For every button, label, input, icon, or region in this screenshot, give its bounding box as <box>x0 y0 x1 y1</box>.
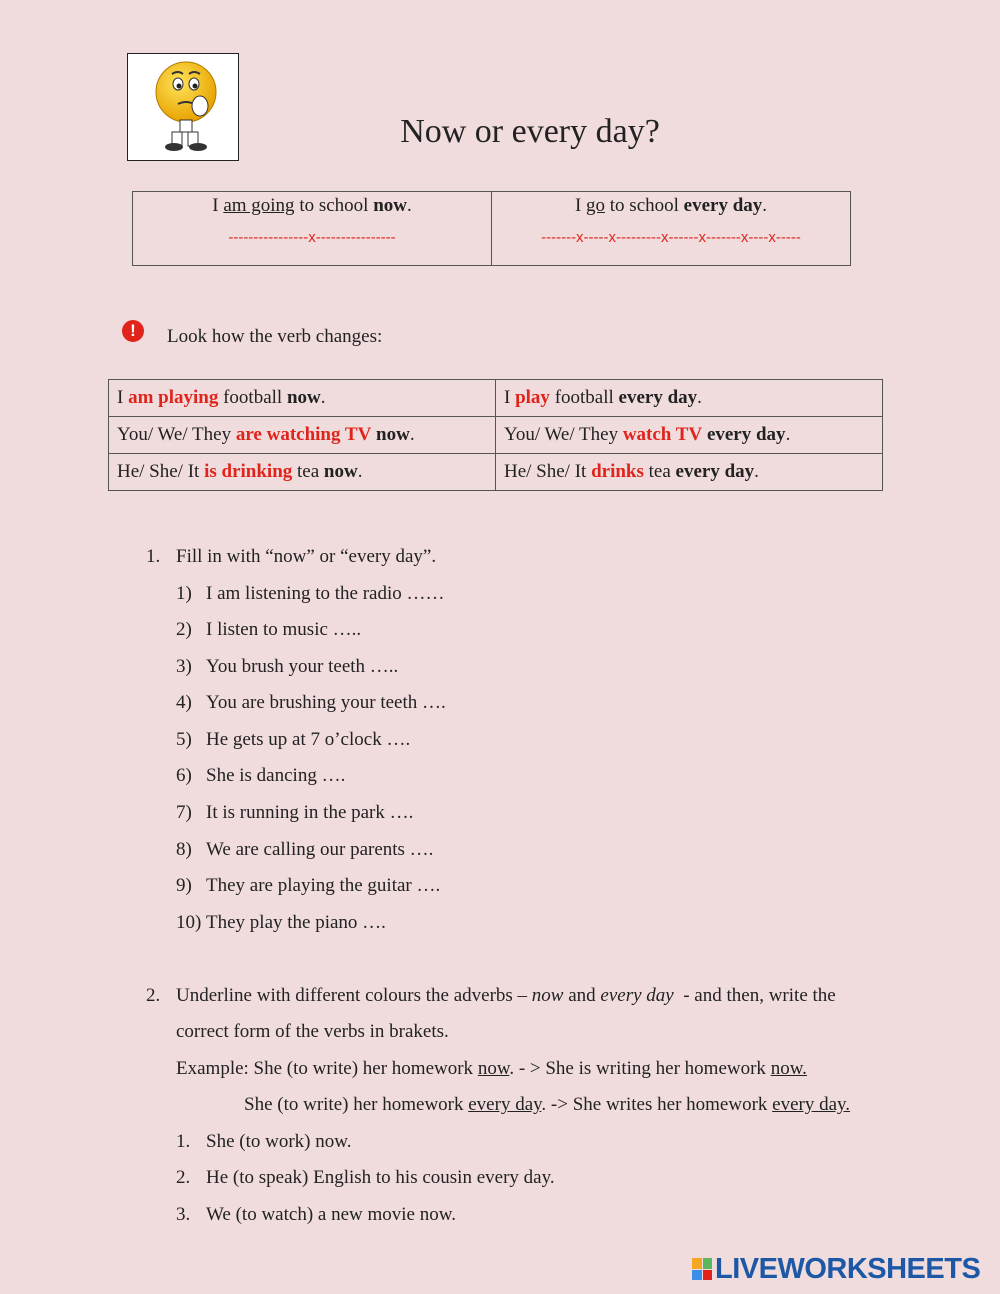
item-number: 8) <box>176 839 192 860</box>
verb-cell <box>109 380 496 417</box>
cell-pre: He/ She/ It <box>117 461 205 482</box>
intro-left-time: now <box>373 195 407 216</box>
example-underline: every day <box>468 1094 542 1115</box>
cell-mid: football <box>549 387 619 408</box>
cell-time: now <box>286 387 321 408</box>
intro-right-verb: go <box>586 195 606 216</box>
example-text: . - > She is writing her homework <box>509 1058 771 1079</box>
exercise-number: 2. <box>146 985 161 1006</box>
item-text: It is running in the park …. <box>206 802 414 823</box>
exercise-number: 1. <box>146 546 161 567</box>
verb-cell <box>496 417 883 454</box>
cell-end: . <box>785 424 791 445</box>
thinking-emoji-icon <box>128 54 238 160</box>
page-title: Now or every day? <box>400 113 660 150</box>
item-number: 2) <box>176 619 192 640</box>
example-line-1 <box>176 1058 807 1080</box>
instruction-every-day: every day <box>600 985 674 1006</box>
verb-cell <box>496 380 883 417</box>
item-text: I am listening to the radio …… <box>206 583 445 604</box>
cell-time: now <box>323 461 358 482</box>
cell-verb: are watching TV <box>235 424 372 445</box>
instruction-text: Underline with different colours the adverbs – <box>176 985 532 1006</box>
list-item <box>176 1131 351 1153</box>
cell-end: . <box>754 461 759 482</box>
exercise-2-heading <box>146 985 836 1007</box>
item-text: They play the piano …. <box>206 912 386 933</box>
cell-end: . <box>697 387 702 408</box>
verb-table <box>108 379 883 491</box>
cell-pre: He/ She/ It <box>504 461 592 482</box>
list-item <box>176 692 446 714</box>
cell-time: every day <box>706 424 786 445</box>
look-text: Look how the verb changes: <box>167 326 383 347</box>
intro-left-verb: am going <box>223 195 295 216</box>
intro-left-end: . <box>407 195 412 216</box>
item-number: 1) <box>176 583 192 604</box>
cell-verb: drinks <box>591 461 644 482</box>
emoji-image <box>127 53 239 161</box>
cell-pre: You/ We/ They <box>504 424 623 445</box>
list-item <box>176 802 413 824</box>
cell-pre: I <box>504 387 516 408</box>
item-number: 7) <box>176 802 192 823</box>
timeline-every-day: -------x-----x---------x------x-------x----x----- <box>541 229 801 246</box>
item-number: 6) <box>176 765 192 786</box>
item-text: He (to speak) English to his cousin every day. <box>206 1167 555 1188</box>
list-item <box>176 619 361 641</box>
item-text: You brush your teeth ….. <box>206 656 399 677</box>
item-text: He gets up at 7 o’clock …. <box>206 729 411 750</box>
list-item <box>176 875 440 897</box>
cell-verb: is drinking <box>204 461 293 482</box>
list-item <box>176 729 410 751</box>
list-item <box>176 656 398 678</box>
cell-mid: football <box>218 387 287 408</box>
example-underline: every day. <box>772 1094 851 1115</box>
item-number: 10) <box>176 912 202 933</box>
item-text: I listen to music ….. <box>206 619 362 640</box>
table-row <box>109 454 883 491</box>
example-text: She (to write) her homework <box>244 1094 469 1115</box>
item-number: 9) <box>176 875 192 896</box>
cell-verb: play <box>515 387 550 408</box>
cell-end: . <box>409 424 415 445</box>
item-text: She is dancing …. <box>206 765 346 786</box>
cell-pre: You/ We/ They <box>117 424 236 445</box>
logo-text: LIVEWORKSHEETS <box>715 1252 981 1285</box>
intro-right-pre: I <box>574 195 587 216</box>
verb-cell <box>496 454 883 491</box>
example-underline: now <box>477 1058 510 1079</box>
list-item <box>176 583 445 605</box>
intro-cell-now <box>133 192 492 266</box>
example-text: . -> She writes her homework <box>541 1094 773 1115</box>
cell-end: . <box>320 387 326 408</box>
intro-left-pre: I <box>212 195 224 216</box>
item-number: 5) <box>176 729 192 750</box>
instruction-line-2: correct form of the verbs in brakets. <box>176 1021 449 1042</box>
instruction-text: and <box>563 985 601 1006</box>
intro-right-end: . <box>762 195 768 216</box>
cell-pre: I <box>117 387 129 408</box>
cell-time: every day <box>618 387 698 408</box>
cell-end: . <box>357 461 363 482</box>
list-item <box>176 1167 555 1189</box>
logo-mark-icon <box>692 1258 712 1280</box>
timeline-now: ----------------x---------------- <box>228 229 396 246</box>
alert-icon: ! <box>122 320 144 342</box>
exercise-heading-text: Fill in with “now” or “every day”. <box>176 546 437 567</box>
instruction-now: now <box>531 985 564 1006</box>
item-text: They are playing the guitar …. <box>206 875 441 896</box>
list-item <box>176 912 386 934</box>
item-number: 1. <box>176 1131 191 1152</box>
intro-left-mid: to school <box>294 195 374 216</box>
item-number: 3) <box>176 656 192 677</box>
example-line-2 <box>244 1094 850 1116</box>
verb-cell <box>109 417 496 454</box>
list-item <box>176 839 433 861</box>
table-row <box>109 380 883 417</box>
cell-verb: am playing <box>128 387 219 408</box>
example-underline: now. <box>770 1058 807 1079</box>
item-text: She (to work) now. <box>206 1131 352 1152</box>
list-item <box>176 765 345 787</box>
intro-cell-every-day <box>492 192 851 266</box>
item-text: We are calling our parents …. <box>206 839 434 860</box>
cell-verb: watch TV <box>622 424 703 445</box>
item-number: 2. <box>176 1167 191 1188</box>
intro-right-time: every day <box>683 195 763 216</box>
table-row <box>109 417 883 454</box>
item-number: 3. <box>176 1204 191 1225</box>
item-number: 4) <box>176 692 192 713</box>
cell-time: now <box>376 424 410 445</box>
exercise-1-heading <box>146 546 436 568</box>
cell-mid: tea <box>292 461 324 482</box>
cell-time: every day <box>675 461 755 482</box>
item-text: You are brushing your teeth …. <box>206 692 446 713</box>
cell-mid: tea <box>643 461 676 482</box>
list-item <box>176 1204 456 1226</box>
instruction-text: - and then, write the <box>673 985 836 1006</box>
verb-cell <box>109 454 496 491</box>
example-text: Example: She (to write) her homework <box>176 1058 478 1079</box>
intro-right-mid: to school <box>605 195 684 216</box>
intro-table <box>132 191 851 266</box>
item-text: We (to watch) a new movie now. <box>206 1204 456 1225</box>
liveworksheets-logo[interactable] <box>692 1254 980 1284</box>
